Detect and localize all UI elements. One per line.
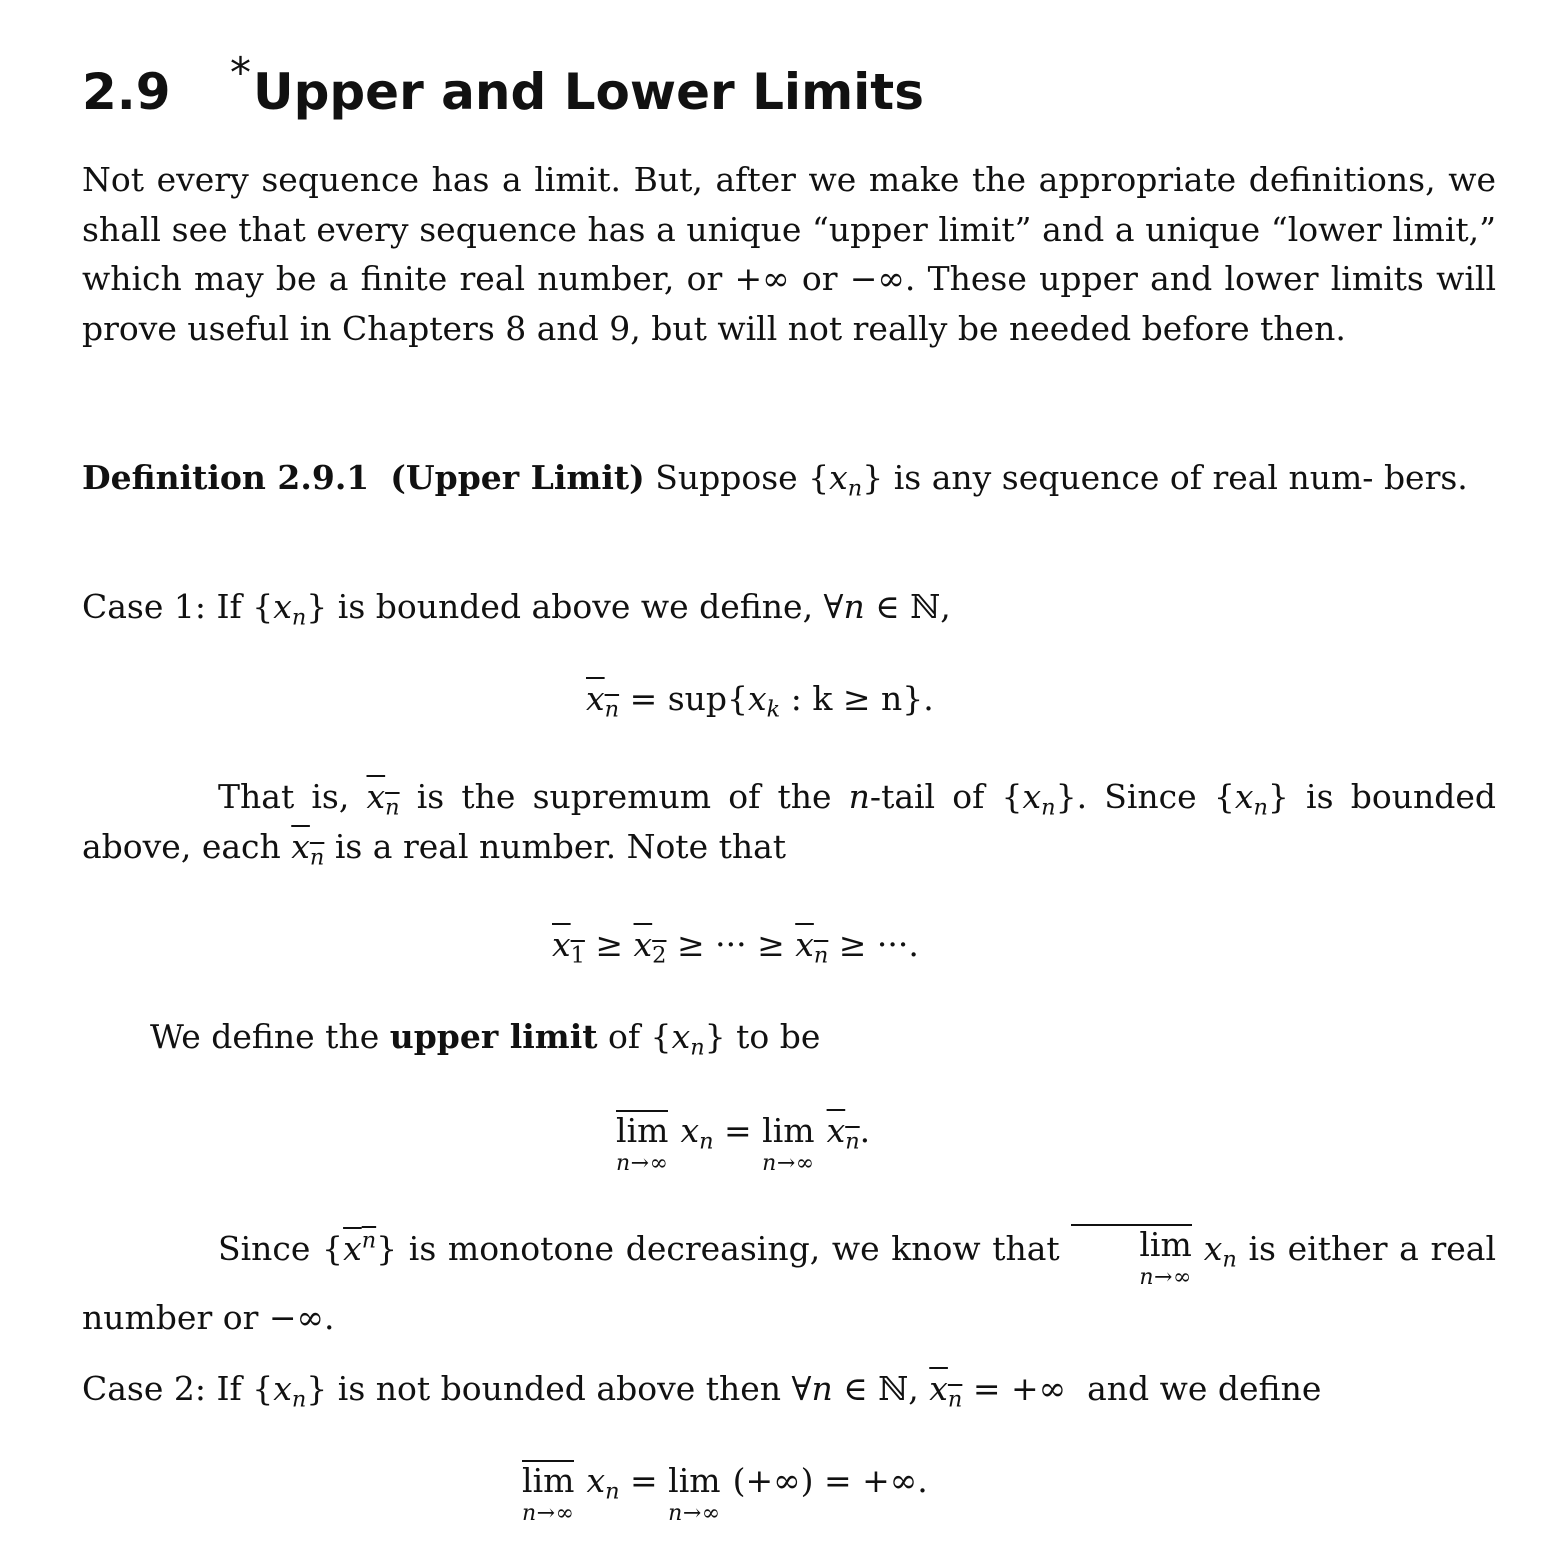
sub-1: 1 bbox=[570, 942, 585, 969]
lim-operator bbox=[668, 1461, 721, 1526]
case1-paragraph bbox=[82, 582, 1496, 632]
text: } is any sequence of real num- bbox=[862, 458, 1374, 497]
var-x: x bbox=[795, 925, 814, 964]
sub-k: k bbox=[766, 696, 781, 723]
line-1 bbox=[150, 772, 1496, 822]
text: ≥ bbox=[746, 925, 796, 964]
intro-line: before then. bbox=[1141, 308, 1346, 348]
var-x: x bbox=[273, 1369, 292, 1408]
text: lim bbox=[616, 1110, 669, 1150]
equation-upper-limit-definition: lim n→∞ $x_n$ = lim n→∞ $x_n$. bbox=[616, 1110, 871, 1176]
text: = bbox=[713, 1111, 763, 1150]
var-x: x bbox=[291, 826, 310, 866]
var-x: x bbox=[633, 925, 653, 964]
var-x: x bbox=[343, 1229, 362, 1268]
equation-sup-tail bbox=[586, 679, 934, 723]
definition-label: Definition 2.9.1 bbox=[82, 458, 370, 497]
var-x: x bbox=[586, 1461, 606, 1500]
text: is the supremum of the bbox=[399, 777, 849, 816]
var-x: x bbox=[929, 1369, 948, 1408]
intro-line: we shall see that every sequence has a unique “upper limit” and a unique “lower bbox=[82, 160, 1496, 249]
equation-decreasing-chain bbox=[552, 925, 919, 969]
text: ∈ ℕ, bbox=[832, 1369, 930, 1408]
var-x: x bbox=[748, 679, 767, 718]
text: ≥ bbox=[584, 925, 634, 964]
text: of { bbox=[597, 1017, 672, 1056]
text: ··· bbox=[715, 925, 747, 964]
case2-paragraph bbox=[82, 1364, 1496, 1414]
var-x: x bbox=[586, 679, 605, 718]
text: } to be bbox=[704, 1017, 821, 1056]
xbar-n bbox=[366, 777, 400, 821]
definition-paragraph bbox=[82, 453, 1496, 503]
text: lim bbox=[1071, 1224, 1191, 1261]
text: Suppose { bbox=[644, 458, 830, 497]
var-x: x bbox=[552, 925, 571, 964]
that-is-paragraph bbox=[82, 772, 1496, 871]
text: n→∞ bbox=[522, 1500, 575, 1526]
var-n: n bbox=[811, 1369, 833, 1408]
var-x: x bbox=[366, 777, 386, 816]
sub-n: n bbox=[845, 1128, 860, 1155]
text: Since { bbox=[218, 1229, 344, 1268]
sub-n: n bbox=[385, 794, 400, 821]
intro-line: lower limits will prove useful in Chapters 8 and 9, but will not really be needed bbox=[82, 259, 1497, 348]
var-x: x bbox=[273, 587, 292, 626]
limsup-operator bbox=[522, 1460, 575, 1526]
var-x: x bbox=[1203, 1229, 1223, 1268]
text: is a real number. Note that bbox=[324, 826, 787, 866]
intro-paragraph bbox=[82, 155, 1496, 353]
text: : k ≥ n}. bbox=[780, 679, 934, 718]
var-n: n bbox=[848, 777, 870, 816]
sub-n: n bbox=[947, 1386, 963, 1413]
define-upper-limit-paragraph bbox=[82, 1012, 1496, 1062]
sub-n: n bbox=[847, 475, 863, 502]
sub-n: n bbox=[291, 1386, 307, 1413]
xbar-n bbox=[343, 1229, 376, 1268]
definition-name: (Upper Limit) bbox=[390, 458, 645, 497]
text: is either a real bbox=[1236, 1229, 1497, 1268]
line-1 bbox=[150, 1224, 1496, 1289]
text: ∈ ℕ, bbox=[864, 587, 951, 626]
text: Case 1: If { bbox=[82, 587, 274, 626]
sub-n: n bbox=[1222, 1246, 1237, 1273]
text: We define the bbox=[150, 1017, 390, 1056]
text: } is bounded above we define, ∀ bbox=[306, 587, 844, 626]
xbar-2 bbox=[633, 925, 667, 969]
text: lim bbox=[668, 1461, 721, 1500]
sub-n: n bbox=[605, 1478, 620, 1505]
intro-line: limit,” which may be a finite real number, or +∞ or −∞. These upper and bbox=[82, 209, 1496, 298]
text: ≥ bbox=[666, 925, 716, 964]
lim-operator bbox=[762, 1111, 815, 1176]
text: = sup{ bbox=[619, 679, 749, 718]
xbar-n bbox=[291, 826, 325, 870]
sub-n: n bbox=[309, 843, 325, 870]
text: n→∞ bbox=[762, 1151, 815, 1176]
text: That is, bbox=[218, 777, 367, 816]
equation-unbounded-upper-limit bbox=[522, 1460, 928, 1526]
sub-n: n bbox=[291, 604, 307, 631]
sub-n: n bbox=[1253, 794, 1268, 821]
section-number: 2.9 bbox=[82, 63, 171, 121]
line-2 bbox=[14, 822, 1496, 872]
limsup-operator bbox=[616, 1110, 669, 1176]
intro-line: Not every sequence has a limit. But, after we make the appropriate definitions, bbox=[82, 160, 1436, 199]
text: -tail of { bbox=[869, 777, 1023, 816]
text: n→∞ bbox=[1139, 1264, 1192, 1290]
text: }. Since { bbox=[1055, 777, 1235, 816]
sub-n: n bbox=[690, 1034, 705, 1061]
text: = +∞ and we define bbox=[962, 1369, 1322, 1408]
text: = +∞. bbox=[813, 1461, 928, 1500]
text: ≥ ···. bbox=[828, 925, 919, 964]
xbar-n bbox=[586, 679, 620, 723]
var-x: x bbox=[826, 1111, 846, 1150]
starred-section-mark: * bbox=[230, 48, 251, 97]
var-n: n bbox=[843, 587, 865, 626]
text: lim bbox=[522, 1460, 575, 1500]
xbar-n bbox=[929, 1369, 963, 1413]
text: Case 2: If { bbox=[82, 1369, 274, 1408]
section-title: Upper and Lower Limits bbox=[253, 63, 924, 121]
var-x: x bbox=[1234, 777, 1254, 816]
text: lim bbox=[762, 1111, 815, 1150]
var-x: x bbox=[829, 458, 848, 497]
var-x: x bbox=[671, 1017, 691, 1056]
text: (+∞) bbox=[732, 1461, 814, 1500]
sub-2: 2 bbox=[652, 942, 667, 969]
text: above, each bbox=[82, 826, 292, 866]
text: } is monotone decreasing, we know that bbox=[376, 1229, 1072, 1268]
sub-n: n bbox=[813, 942, 829, 969]
var-x: x bbox=[1022, 777, 1042, 816]
section-heading bbox=[82, 48, 924, 121]
xbar-n bbox=[826, 1111, 860, 1155]
text: bers. bbox=[1383, 458, 1468, 497]
sub-n: n bbox=[604, 696, 620, 723]
text: n→∞ bbox=[668, 1501, 721, 1526]
sup-n: n bbox=[361, 1227, 377, 1254]
text: } is bounded bbox=[1267, 777, 1496, 816]
xbar-n bbox=[795, 925, 829, 969]
text: } is not bounded above then ∀ bbox=[306, 1369, 812, 1408]
limsup-operator bbox=[1071, 1224, 1192, 1290]
text: n→∞ bbox=[616, 1150, 669, 1176]
monotone-paragraph bbox=[82, 1224, 1496, 1342]
upper-limit-term: upper limit bbox=[389, 1017, 598, 1056]
line-2: number or −∞. bbox=[82, 1297, 335, 1337]
sub-n: n bbox=[699, 1128, 714, 1155]
var-x: x bbox=[680, 1111, 700, 1150]
xbar-1 bbox=[552, 925, 585, 969]
sub-n: n bbox=[1041, 794, 1056, 821]
text: = bbox=[619, 1461, 669, 1500]
